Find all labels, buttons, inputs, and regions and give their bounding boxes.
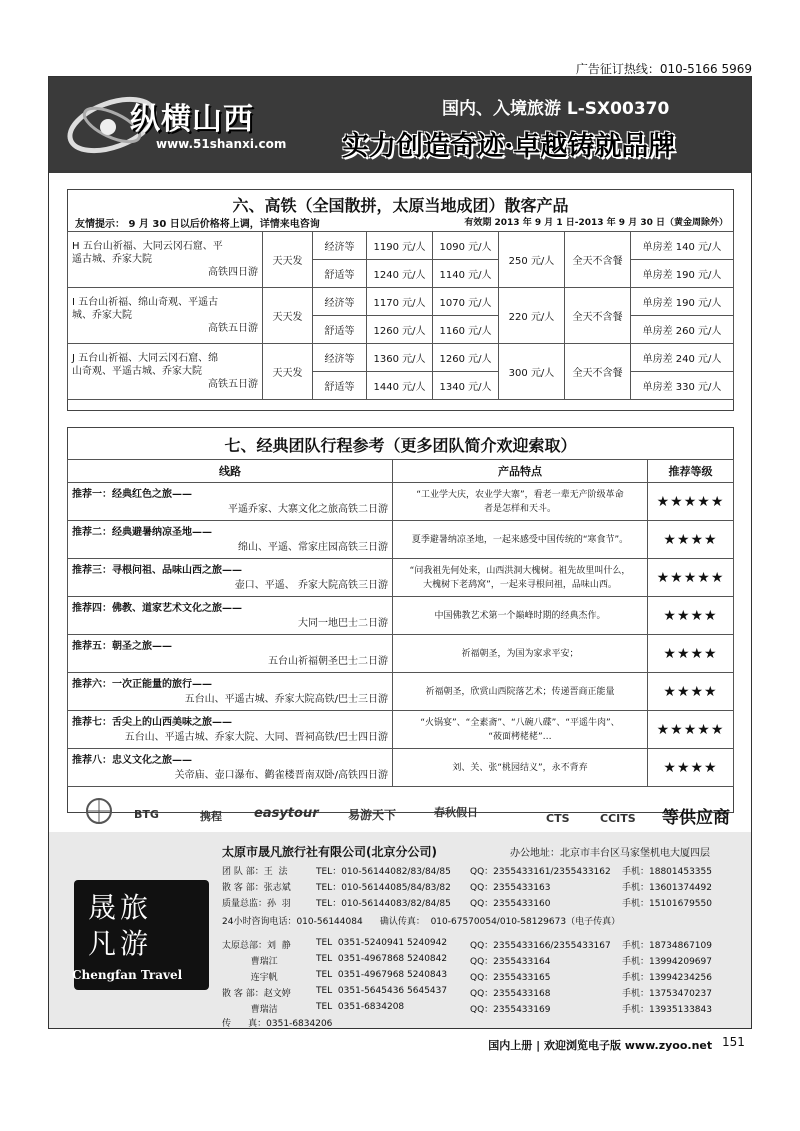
slogan: 实力创造奇迹·卓越铸就品牌	[342, 131, 676, 162]
taiyuan-qq: QQ：2355433164	[470, 957, 551, 967]
itinerary-route	[68, 711, 393, 749]
supplier-logo-5: 易游天下	[348, 808, 397, 822]
page-number: 151	[722, 1035, 745, 1049]
schedule: 天天发	[263, 288, 313, 344]
ad-hotline: 广告征订热线：010-5166 5969	[575, 62, 752, 76]
itinerary-title: 推荐六：一次正能量的旅行——	[72, 678, 212, 690]
itinerary-route	[68, 483, 393, 521]
itinerary-detail: 壶口、平遥、 乔家大院高铁三日游	[234, 579, 388, 591]
itinerary-row	[68, 673, 734, 711]
taiyuan-tel: TEL 0351-5645436 5645437	[316, 986, 448, 996]
schedule: 天天发	[263, 344, 313, 400]
itinerary-route	[68, 749, 393, 787]
itinerary-feature	[393, 749, 648, 787]
col-route: 线路	[68, 460, 393, 483]
feature-line1: 中国佛教艺术第一个巅峰时期的经典杰作。	[434, 610, 606, 621]
itinerary-title: 推荐七：舌尖上的山西美味之旅——	[72, 716, 232, 728]
taiyuan-dept: 曹瑞江	[222, 957, 278, 967]
supplement-2: 单房差 190 元/人	[631, 260, 734, 288]
itinerary-title: 推荐四：佛教、道家艺术文化之旅——	[72, 602, 242, 614]
route-sub: 高铁五日游	[208, 323, 258, 334]
itinerary-title: 推荐三：寻根问祖、品味山西之旅——	[72, 564, 242, 576]
contact-tel: TEL：010-56144085/84/83/82	[316, 883, 451, 893]
route-line2: 山奇观、平遥古城、乔家大院	[72, 366, 202, 377]
route-line1: J 五台山祈福、大同云冈石窟、绵	[72, 353, 219, 364]
itinerary-feature	[393, 521, 648, 559]
meal-note: 全天不含餐	[565, 288, 631, 344]
taiyuan-mobile: 手机：13994209697	[622, 957, 712, 967]
supplement-2: 单房差 330 元/人	[631, 372, 734, 400]
itinerary-row	[68, 483, 734, 521]
taiyuan-mobile: 手机：13753470237	[622, 989, 712, 999]
tier: 舒适等	[313, 316, 367, 344]
price-2: 1140 元/人	[433, 260, 499, 288]
schedule: 天天发	[263, 232, 313, 288]
meal-note: 全天不含餐	[565, 344, 631, 400]
feature-line1: 祈福朝圣，为国为家求平安；	[461, 648, 579, 659]
child-price: 250 元/人	[499, 232, 565, 288]
itinerary-row	[68, 597, 734, 635]
contact-qq: QQ：2355433161/2355433162	[470, 867, 611, 877]
logo-title: 纵横山西	[130, 102, 254, 137]
itinerary-feature	[393, 711, 648, 749]
supplement-1: 单房差 240 元/人	[631, 344, 734, 372]
itinerary-rating: ★★★★	[648, 635, 734, 673]
itinerary-feature	[393, 635, 648, 673]
contact-qq: QQ：2355433163	[470, 883, 551, 893]
price-2: 1070 元/人	[433, 288, 499, 316]
price-2: 1340 元/人	[433, 372, 499, 400]
taiyuan-qq: QQ：2355433165	[470, 973, 551, 983]
supplement-1: 单房差 140 元/人	[631, 232, 734, 260]
section6-title: 六、高铁（全国散拼，太原当地成团）散客产品	[232, 196, 569, 215]
feature-line1: 夏季避暑纳凉圣地，一起来感受中国传统的“寒食节”。	[411, 534, 629, 545]
itinerary-detail: 平遥乔家、大寨文化之旅高铁二日游	[228, 503, 388, 515]
price-2: 1260 元/人	[433, 344, 499, 372]
itinerary-feature	[393, 597, 648, 635]
taiyuan-qq: QQ：2355433166/2355433167	[470, 941, 611, 951]
itinerary-rating: ★★★★	[648, 521, 734, 559]
contact-tel: TEL：010-56144083/82/84/85	[316, 899, 451, 909]
feature-line2: 大槐树下老鸹窝”，一起来寻根问祖，品味山西。	[423, 579, 617, 590]
price-1: 1260 元/人	[367, 316, 433, 344]
contact-mobile: 手机：18801453355	[622, 867, 712, 877]
taiyuan-tel: TEL 0351-4967968 5240843	[316, 970, 448, 980]
itinerary-title: 推荐五：朝圣之旅——	[72, 640, 172, 652]
price-1: 1440 元/人	[367, 372, 433, 400]
col-rating: 推荐等级	[648, 460, 734, 483]
itinerary-detail: 五台山祈福朝圣巴士二日游	[268, 655, 388, 667]
supplement-2: 单房差 260 元/人	[631, 316, 734, 344]
hotline: 24小时咨询电话：010-56144084 确认传真： 010-67570054/010-58129673（电子传真）	[222, 917, 621, 927]
itinerary-feature	[393, 673, 648, 711]
tier: 经济等	[313, 232, 367, 260]
supplier-logo-1	[84, 796, 114, 829]
company-logo-text-1: 晟旅	[88, 891, 153, 924]
itinerary-rating: ★★★★★	[648, 483, 734, 521]
itinerary-detail: 绵山、平遥、常家庄园高铁三日游	[238, 541, 388, 553]
taiyuan-mobile: 手机：18734867109	[622, 941, 712, 951]
supplier-logo-3: 携程	[200, 810, 222, 823]
company-name: 太原市晟凡旅行社有限公司(北京分公司)	[222, 845, 437, 859]
product-row	[68, 232, 734, 260]
company-logo-en: Chengfan Travel	[72, 968, 183, 982]
itinerary-rating: ★★★★	[648, 597, 734, 635]
itinerary-route	[68, 559, 393, 597]
feature-line1: “工业学大庆，农业学大寨”，看老一辈无产阶级革命	[416, 489, 624, 500]
itinerary-rating: ★★★★★	[648, 711, 734, 749]
itinerary-rating: ★★★★	[648, 673, 734, 711]
price-1: 1190 元/人	[367, 232, 433, 260]
contact-dept: 质量总监：孙 羽	[222, 899, 291, 909]
contact-tel: TEL：010-56144082/83/84/85	[316, 867, 451, 877]
feature-line1: “火锅宴”、“全素斋”、“八碗八碟”、“平遥牛肉”、	[420, 717, 620, 728]
route-line1: I 五台山祈福、绵山奇观、平遥古	[72, 297, 219, 308]
itinerary-route	[68, 521, 393, 559]
globe-icon	[84, 796, 114, 826]
itinerary-feature	[393, 483, 648, 521]
taiyuan-dept: 散 客 部：赵文婷	[222, 989, 291, 999]
contact-mobile: 手机：13601374492	[622, 883, 712, 893]
itinerary-row	[68, 521, 734, 559]
tier: 经济等	[313, 288, 367, 316]
product-row	[68, 344, 734, 372]
route-line1: H 五台山祈福、大同云冈石窟、平	[72, 241, 223, 252]
logo-url: www.51shanxi.com	[156, 137, 287, 151]
tier: 经济等	[313, 344, 367, 372]
taiyuan-dept: 曹瑞洁	[222, 1005, 278, 1015]
supplier-logo-7: CTS	[546, 812, 570, 825]
supplier-logo-8: CCITS	[600, 812, 636, 825]
child-price: 300 元/人	[499, 344, 565, 400]
itinerary-rating: ★★★★★	[648, 559, 734, 597]
contact-mobile: 手机：15101679550	[622, 899, 712, 909]
price-1: 1240 元/人	[367, 260, 433, 288]
section6-validity: 有效期 2013 年 9 月 1 日-2013 年 9 月 30 日（黄金周除外）	[464, 218, 728, 228]
taiyuan-dept: 连宇帆	[222, 973, 278, 983]
route-line2: 遥古城、乔家大院	[72, 254, 152, 265]
feature-line2: 者是怎样和天斗。	[483, 503, 556, 514]
route-line2: 城、乔家大院	[72, 310, 132, 321]
supplement-1: 单房差 190 元/人	[631, 288, 734, 316]
contact-qq: QQ：2355433160	[470, 899, 551, 909]
taiyuan-tel: TEL 0351-5240941 5240942	[316, 938, 448, 948]
price-2: 1090 元/人	[433, 232, 499, 260]
meal-note: 全天不含餐	[565, 232, 631, 288]
supplier-logo-4: easytour	[254, 806, 319, 821]
supplier-label: 等供应商	[662, 808, 730, 828]
itinerary-detail: 关帝庙、壶口瀑布、鹳雀楼晋南双卧/高铁四日游	[174, 769, 388, 781]
section6-note: 友情提示： 9 月 30 日以后价格将上调，详情来电咨询	[75, 219, 320, 230]
tier: 舒适等	[313, 372, 367, 400]
bottom-bar-text: 国内上册 | 欢迎浏览电子版 www.zyoo.net	[488, 1039, 713, 1052]
itinerary-rating: ★★★★	[648, 749, 734, 787]
itinerary-detail: 大同一地巴士二日游	[298, 617, 388, 629]
feature-line1: “问我祖先何处来，山西洪洞大槐树。祖先故里叫什么，	[409, 565, 631, 576]
itinerary-row	[68, 559, 734, 597]
itinerary-route	[68, 597, 393, 635]
price-2: 1160 元/人	[433, 316, 499, 344]
company-logo-text-2: 凡游	[88, 927, 153, 960]
tier: 舒适等	[313, 260, 367, 288]
feature-line1: 刘、关、张“桃园结义”，永不背弃	[452, 762, 588, 773]
section7-table	[67, 459, 734, 787]
route-cell	[68, 344, 263, 400]
supplier-logo-2: BTG	[134, 808, 159, 821]
taiyuan-mobile: 手机：13994234256	[622, 973, 712, 983]
itinerary-detail: 五台山、平遥古城、乔家大院高铁/巴士三日游	[184, 693, 388, 705]
taiyuan-tel: TEL 0351-4967868 5240842	[316, 954, 448, 964]
itinerary-title: 推荐八：忠义文化之旅——	[72, 754, 192, 766]
itinerary-feature	[393, 559, 648, 597]
office-address: 办公地址：北京市丰台区马家堡机电大厦四层	[510, 848, 710, 859]
itinerary-title: 推荐一：经典红色之旅——	[72, 488, 192, 500]
child-price: 220 元/人	[499, 288, 565, 344]
contact-dept: 团 队 部：王 法	[222, 867, 288, 877]
bottom-bar	[488, 1037, 752, 1053]
route-sub: 高铁五日游	[208, 379, 258, 390]
route-cell	[68, 288, 263, 344]
section7-title: 七、经典团队行程参考（更多团队简介欢迎索取）	[224, 436, 577, 455]
supplier-logo-6: 春秋假日	[434, 806, 478, 819]
taiyuan-tel: TEL 0351-6834208	[316, 1002, 405, 1012]
taiyuan-qq: QQ：2355433168	[470, 989, 551, 999]
price-1: 1360 元/人	[367, 344, 433, 372]
itinerary-row	[68, 711, 734, 749]
route-sub: 高铁四日游	[208, 267, 258, 278]
price-1: 1170 元/人	[367, 288, 433, 316]
taiyuan-mobile: 手机：13935133843	[622, 1005, 712, 1015]
section6-table	[67, 231, 734, 400]
license-number: 国内、入境旅游 L-SX00370	[442, 99, 670, 119]
itinerary-route	[68, 635, 393, 673]
contact-dept: 散 客 部：张志斌	[222, 883, 291, 893]
itinerary-title: 推荐二：经典避暑纳凉圣地——	[72, 526, 212, 538]
fax: 传 真：0351-6834206	[222, 1019, 333, 1029]
product-row	[68, 288, 734, 316]
itinerary-route	[68, 673, 393, 711]
taiyuan-dept: 太原总部：刘 静	[222, 941, 291, 951]
taiyuan-qq: QQ：2355433169	[470, 1005, 551, 1015]
feature-line2: “莜面栲栳栳”…	[488, 731, 552, 742]
itinerary-row	[68, 635, 734, 673]
route-cell	[68, 232, 263, 288]
col-feature: 产品特点	[393, 460, 648, 483]
itinerary-row	[68, 749, 734, 787]
itinerary-detail: 五台山、平遥古城、乔家大院、大同、晋祠高铁/巴士四日游	[124, 731, 388, 743]
feature-line1: 祈福朝圣，欣赏山西院落艺术；传递晋商正能量	[425, 686, 615, 697]
